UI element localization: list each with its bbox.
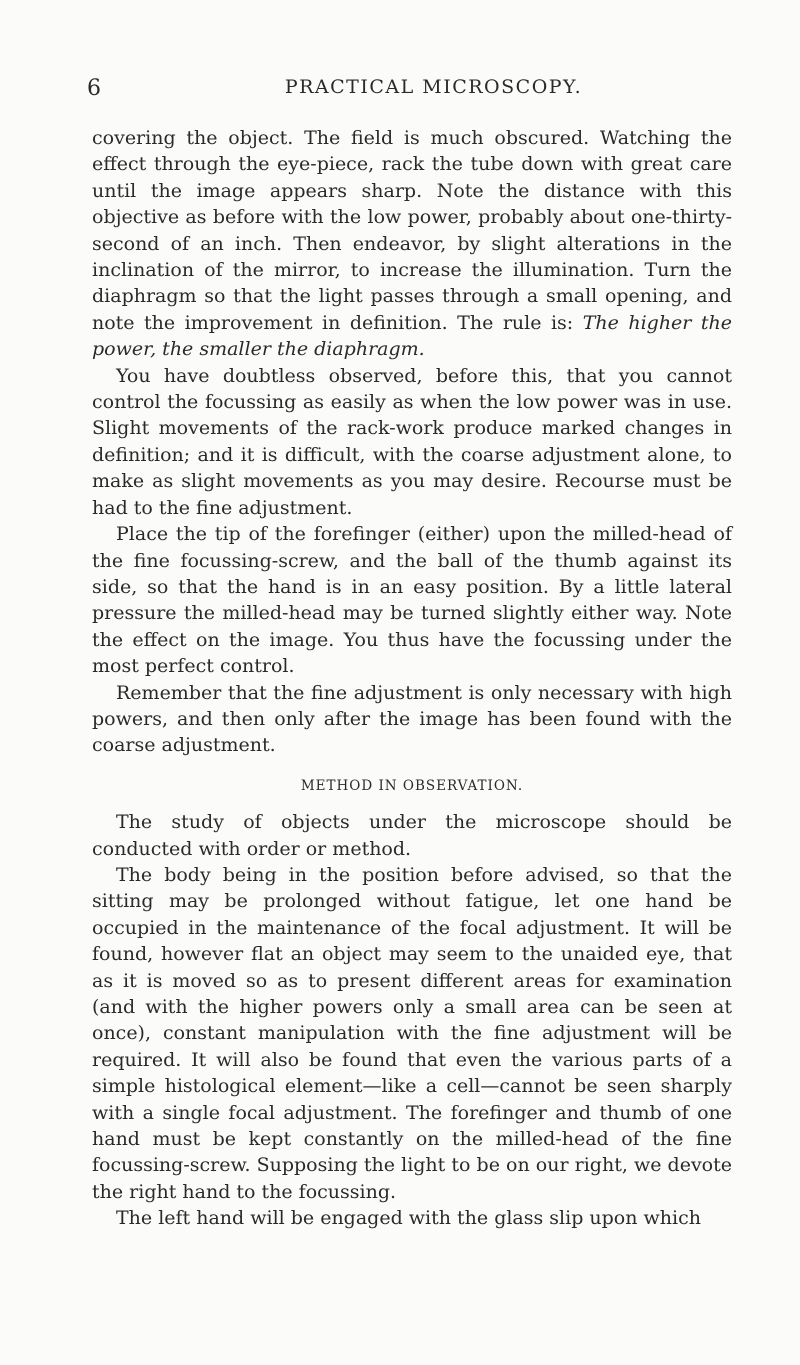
paragraph-6: The body being in the position before advised, so that the sitting may be prolonged without fatigue, let one hand be occupied in the maintenance of the focal adjustment. It will be found, however flat an object may seem to the unaided eye, that as it is moved so as to present different areas for examination (and with the higher powers only a small area can be seen at once), constant manipulation with the fine adjustment will be required. It will also be found that even the various parts of a simple histological element—like a cell—cannot be seen sharply with a single focal adjustment. The forefinger and thumb of one hand must be kept constantly on the milled-head of the fine focussing-screw. Supposing the light to be on our right, we devote the right hand to the focussing. xyxy=(92,863,732,1203)
page-number: 6 xyxy=(87,76,101,101)
page-body xyxy=(92,125,732,1232)
paragraph-4: Remember that the fine adjustment is only necessary with high powers, and then only after the image has been found with the coarse adjustment. xyxy=(92,681,732,757)
rule-italic: The higher the power, the smaller the diaphragm. xyxy=(92,311,732,361)
paragraph-1-text: covering the object. The field is much obscured. Watching the effect through the eye-piece, rack the tube down with great care until the image appears sharp. Note the distance with this objective as before with the low power, probably about one-thirty-second of an inch. Then endeavor, by slight alterations in the inclination of the mirror, to increase the illumination. Turn the diaphragm so that the light passes through a small opening, and note the improvement in definition. The rule is: xyxy=(92,127,732,334)
paragraph-7: The left hand will be engaged with the glass slip upon which xyxy=(116,1207,701,1230)
paragraph-3: Place the tip of the forefinger (either) upon the milled-head of the fine focussing-screw, and the ball of the thumb against its side, so that the hand is in an easy position. By a little lateral pressure the milled-head may be turned slightly either way. Note the effect on the image. You thus have the focussing under the most perfect control. xyxy=(92,523,732,678)
paragraph-1 xyxy=(92,125,732,363)
running-title: PRACTICAL MICROSCOPY. xyxy=(284,76,583,98)
section-heading: METHOD IN OBSERVATION. xyxy=(300,777,524,794)
page-header xyxy=(87,76,740,106)
paragraph-2: You have doubtless observed, before this, that you cannot control the focussing as easily as when the low power was in use. Slight movements of the rack-work produce marked changes in definition; and it is difficult, with the coarse adjustment alone, to make as slight movements as you may desire. Recourse must be had to the fine adjustment. xyxy=(92,364,732,519)
paragraph-5: The study of objects under the microscope should be conducted with order or method. xyxy=(92,811,732,860)
